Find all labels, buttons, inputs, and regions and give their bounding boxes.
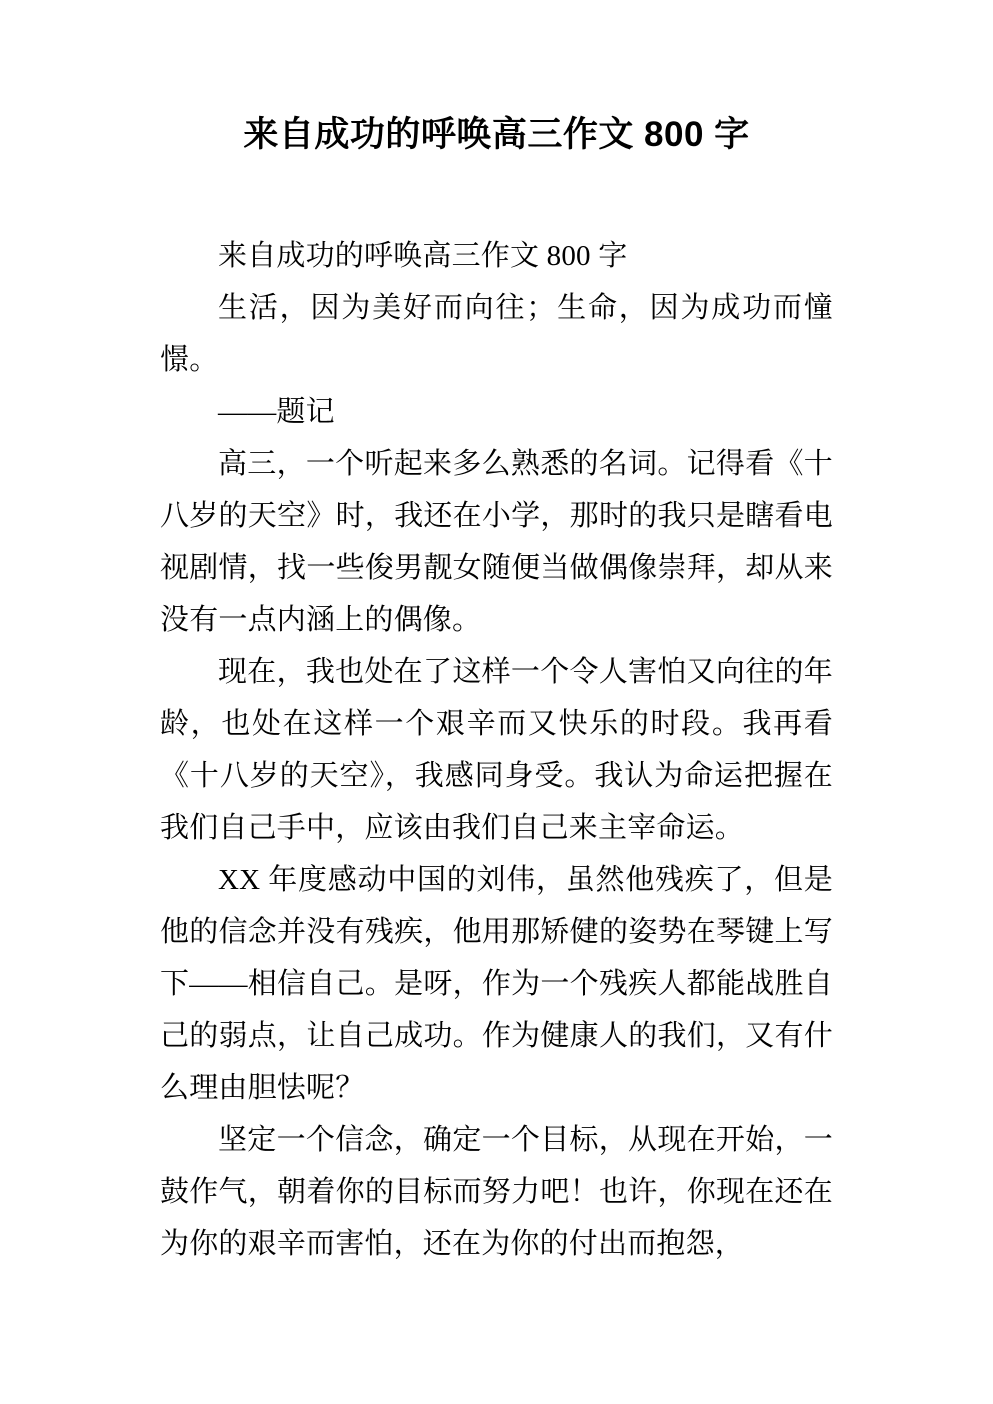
paragraph: 现在，我也处在了这样一个令人害怕又向往的年龄，也处在这样一个艰辛而又快乐的时段。我再看《十八岁的天空》，我感同身受。我认为命运把握在我们自己手中，应该由我们自己来主宰命运。 [160,655,833,844]
page-title: 来自成功的呼唤高三作文 800 字 [243,115,750,154]
paragraph: ——题记 [218,395,335,428]
paragraph: 高三，一个听起来多么熟悉的名词。记得看《十八岁的天空》时，我还在小学，那时的我只是瞎看电视剧情，找一些俊男靓女随便当做偶像崇拜，却从来没有一点内涵上的偶像。 [160,447,833,636]
paragraph: 来自成功的呼唤高三作文 800 字 [218,239,628,272]
paragraph: XX 年度感动中国的刘伟，虽然他残疾了，但是他的信念并没有残疾，他用那矫健的姿势在琴键上写下——相信自己。是呀，作为一个残疾人都能战胜自己的弱点，让自己成功。作为健康人的我们，又有什么理由胆怯呢？ [160,863,833,1104]
paragraph: 生活，因为美好而向往；生命，因为成功而憧憬。 [160,291,833,376]
paragraph: 坚定一个信念，确定一个目标，从现在开始，一鼓作气，朝着你的目标而努力吧！也许，你现在还在为你的艰辛而害怕，还在为你的付出而抱怨， [160,1123,833,1260]
document-body [160,230,833,1270]
